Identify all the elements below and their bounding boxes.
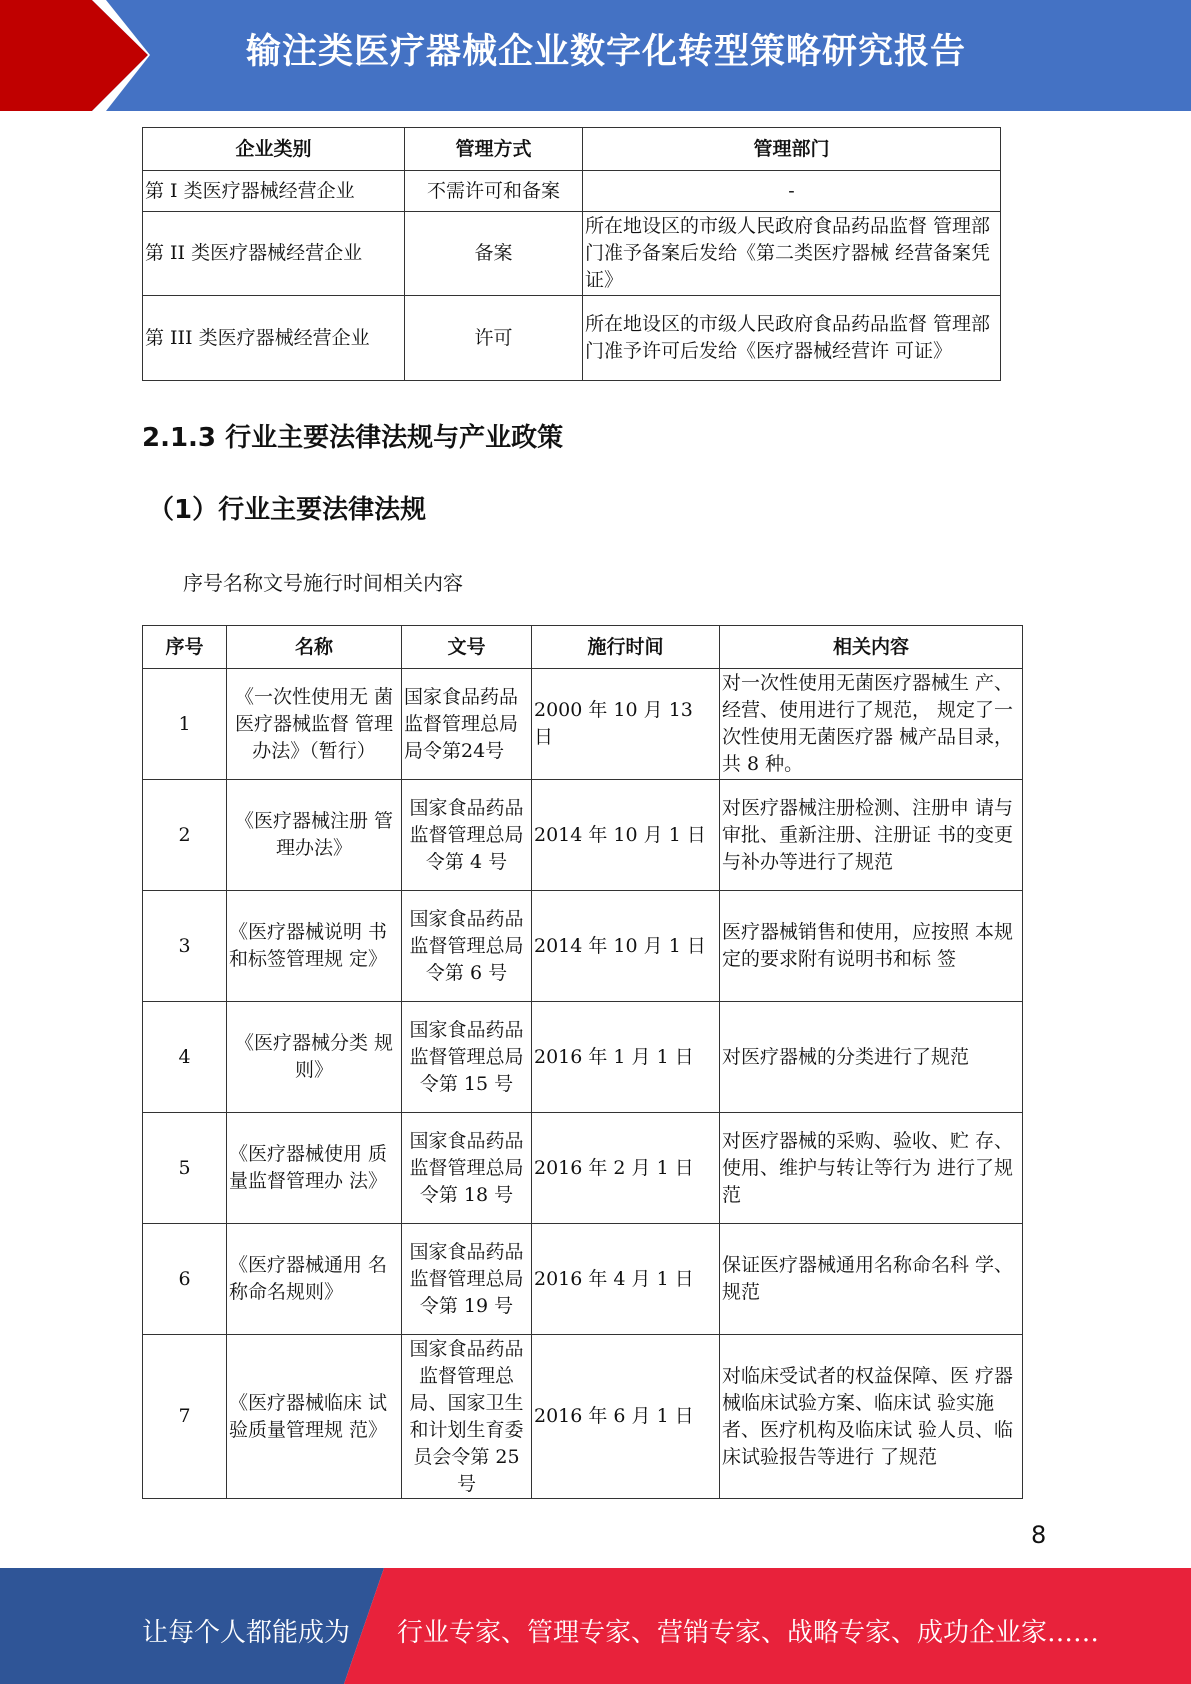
table-row (143, 1113, 1023, 1224)
footer-slogan-right: 行业专家、管理专家、营销专家、战略专家、成功企业家…… (397, 1618, 1100, 1648)
section-heading: 2.1.3 行业主要法律法规与产业政策 (142, 423, 564, 453)
table-row (143, 212, 1001, 296)
table-cell: 国家食品药品监督管理总局令第 4 号 (402, 780, 532, 891)
table-cell: 国家食品药品监督管理总局令第 15 号 (402, 1002, 532, 1113)
subsection-heading: （1）行业主要法律法规 (148, 495, 427, 525)
table-cell: 许可 (405, 296, 583, 381)
enterprise-management-table (142, 127, 1001, 381)
table-cell: 对一次性使用无菌医疗器械生 产、经营、使用进行了规范， 规定了一次性使用无菌医疗器 械产品目录，共 8 种。 (720, 669, 1023, 780)
table-cell: 2 (143, 780, 227, 891)
table-cell: 国家食品药品监督管理总局、国家卫生和计划生育委员会令第 25 号 (402, 1335, 532, 1499)
table-cell: 对医疗器械注册检测、注册申 请与审批、重新注册、注册证 书的变更与补办等进行了规范 (720, 780, 1023, 891)
table-cell: 《医疗器械分类 规则》 (227, 1002, 402, 1113)
report-title: 输注类医疗器械企业数字化转型策略研究报告 (246, 32, 967, 72)
page-number: 8 (1031, 1521, 1047, 1549)
table-row (143, 296, 1001, 381)
table-row (143, 1224, 1023, 1335)
page-header (0, 0, 1191, 111)
table-row (143, 891, 1023, 1002)
column-header: 序号 (143, 626, 227, 669)
column-header: 管理部门 (583, 128, 1001, 171)
footer-slogan-left: 让每个人都能成为 (142, 1618, 351, 1648)
table-cell: 5 (143, 1113, 227, 1224)
column-header: 管理方式 (405, 128, 583, 171)
table-cell: - (583, 171, 1001, 212)
table-cell: 国家食品药品监督管理总局令第 18 号 (402, 1113, 532, 1224)
table-cell: 国家食品药品监督管理总局令第 19 号 (402, 1224, 532, 1335)
table-cell: 2016 年 6 月 1 日 (532, 1335, 720, 1499)
column-header: 文号 (402, 626, 532, 669)
column-header: 相关内容 (720, 626, 1023, 669)
table-cell: 国家食品药品监督管理总局令第 6 号 (402, 891, 532, 1002)
table-cell: 2016 年 1 月 1 日 (532, 1002, 720, 1113)
table-cell: 2016 年 4 月 1 日 (532, 1224, 720, 1335)
table-cell: 对医疗器械的分类进行了规范 (720, 1002, 1023, 1113)
table-cell: 1 (143, 669, 227, 780)
table-cell: 所在地设区的市级人民政府食品药品监督 管理部门准予许可后发给《医疗器械经营许 可证》 (583, 296, 1001, 381)
table-cell: 《医疗器械说明 书和标签管理规 定》 (227, 891, 402, 1002)
table-cell: 国家食品药品监督管理总局局令第24号 (402, 669, 532, 780)
table-cell: 2014 年 10 月 1 日 (532, 891, 720, 1002)
table-row (143, 780, 1023, 891)
table-cell: 《医疗器械临床 试验质量管理规 范》 (227, 1335, 402, 1499)
table-cell: 《医疗器械通用 名称命名规则》 (227, 1224, 402, 1335)
table-cell: 医疗器械销售和使用，应按照 本规定的要求附有说明书和标 签 (720, 891, 1023, 1002)
table-cell: 6 (143, 1224, 227, 1335)
table-header-row (143, 626, 1023, 669)
page-footer (0, 1568, 1191, 1684)
table-cell: 对临床受试者的权益保障、医 疗器械临床试验方案、临床试 验实施者、医疗机构及临床试 验人员、临床试验报告等进行 了规范 (720, 1335, 1023, 1499)
table-intro-text: 序号名称文号施行时间相关内容 (183, 571, 463, 595)
table-cell: 《医疗器械使用 质量监督管理办 法》 (227, 1113, 402, 1224)
table-cell: 《医疗器械注册 管理办法》 (227, 780, 402, 891)
table-row (143, 171, 1001, 212)
table-cell: 第 III 类医疗器械经营企业 (143, 296, 405, 381)
table-cell: 不需许可和备案 (405, 171, 583, 212)
column-header: 施行时间 (532, 626, 720, 669)
table-cell: 4 (143, 1002, 227, 1113)
table-cell: 7 (143, 1335, 227, 1499)
table-cell: 第 I 类医疗器械经营企业 (143, 171, 405, 212)
table-row (143, 1335, 1023, 1499)
table-cell: 2000 年 10 月 13 日 (532, 669, 720, 780)
table-cell: 2014 年 10 月 1 日 (532, 780, 720, 891)
table-cell: 《一次性使用无 菌医疗器械监督 管理办法》（暂行） (227, 669, 402, 780)
table-cell: 第 II 类医疗器械经营企业 (143, 212, 405, 296)
table-row (143, 669, 1023, 780)
table-cell: 所在地设区的市级人民政府食品药品监督 管理部门准予备案后发给《第二类医疗器械 经营备案凭证》 (583, 212, 1001, 296)
table-cell: 3 (143, 891, 227, 1002)
table-cell: 2016 年 2 月 1 日 (532, 1113, 720, 1224)
table-cell: 保证医疗器械通用名称命名科 学、规范 (720, 1224, 1023, 1335)
table-header-row (143, 128, 1001, 171)
column-header: 名称 (227, 626, 402, 669)
header-arrow-decoration (0, 0, 160, 111)
column-header: 企业类别 (143, 128, 405, 171)
laws-regulations-table (142, 625, 1023, 1499)
table-cell: 对医疗器械的采购、验收、贮 存、使用、维护与转让等行为 进行了规范 (720, 1113, 1023, 1224)
table-cell: 备案 (405, 212, 583, 296)
table-row (143, 1002, 1023, 1113)
